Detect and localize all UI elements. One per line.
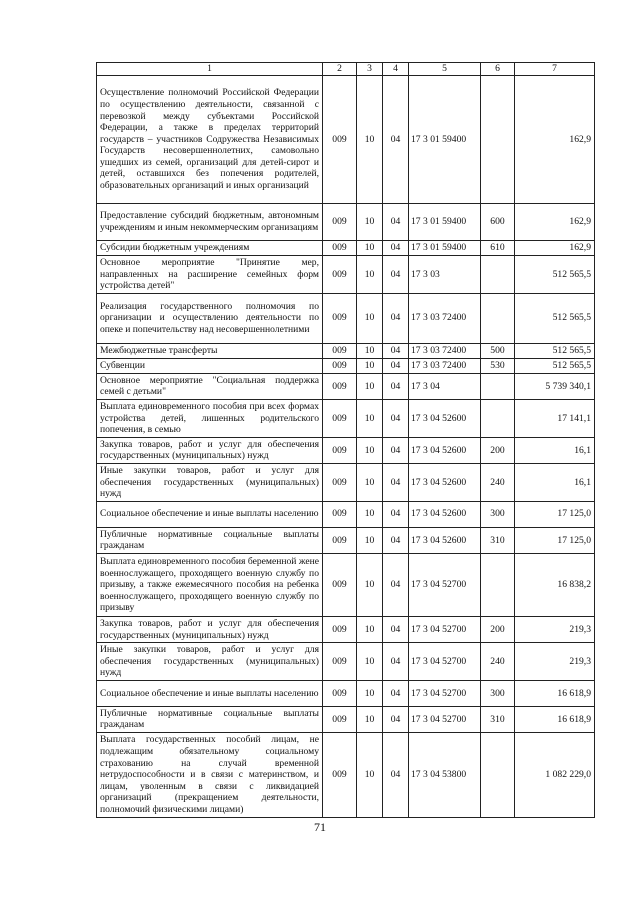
table-row	[97, 463, 595, 501]
row-expense-type-cell: 200	[481, 437, 515, 463]
row-section-cell: 10	[357, 399, 383, 437]
row-target-code-cell: 17 3 03	[409, 256, 481, 294]
row-target-code-cell: 17 3 01 59400	[409, 204, 481, 241]
row-name-cell: Осуществление полномочий Российской Федерации по осуществлению деятельности, связанной с перевозкой между субъектами Российской Федерации, а также в пределах территорий государств – участников Содружества Независимых Государств несовершеннолетних, самовольно ушедших из семей, организаций для детей-сирот и детей, оставшихся без попечения родителей, образовательных организаций и иных организаций	[97, 76, 323, 204]
row-expense-type-cell	[481, 399, 515, 437]
row-target-code-cell: 17 3 04 52600	[409, 399, 481, 437]
row-target-code-cell: 17 3 04 52700	[409, 706, 481, 732]
row-section-cell: 10	[357, 437, 383, 463]
row-amount-cell: 16,1	[515, 437, 595, 463]
row-subsection-cell: 04	[383, 437, 409, 463]
row-name-cell: Социальное обеспечение и иные выплаты населению	[97, 501, 323, 527]
row-target-code-cell: 17 3 04 52700	[409, 553, 481, 616]
row-section-cell: 10	[357, 706, 383, 732]
row-target-code-cell: 17 3 04 52600	[409, 437, 481, 463]
table-row	[97, 293, 595, 343]
row-subsection-cell: 04	[383, 733, 409, 818]
row-expense-type-cell: 300	[481, 680, 515, 706]
row-subsection-cell: 04	[383, 241, 409, 256]
row-expense-type-cell: 240	[481, 643, 515, 681]
table-row	[97, 616, 595, 642]
row-subsection-cell: 04	[383, 463, 409, 501]
row-target-code-cell: 17 3 04 52700	[409, 680, 481, 706]
header-cell-col4: 4	[383, 63, 409, 76]
row-grbs-cell: 009	[323, 501, 357, 527]
row-name-cell: Выплата единовременного пособия беременной жене военнослужащего, проходящего военную службу по призыву, а также ежемесячного пособия на ребенка военнослужащего, проходящего военную службу по призыву	[97, 553, 323, 616]
row-section-cell: 10	[357, 76, 383, 204]
row-section-cell: 10	[357, 501, 383, 527]
row-expense-type-cell	[481, 553, 515, 616]
row-section-cell: 10	[357, 358, 383, 373]
table-row	[97, 680, 595, 706]
row-grbs-cell: 009	[323, 706, 357, 732]
row-grbs-cell: 009	[323, 76, 357, 204]
row-target-code-cell: 17 3 04 52600	[409, 463, 481, 501]
table-row	[97, 437, 595, 463]
row-grbs-cell: 009	[323, 343, 357, 358]
row-amount-cell: 16 618,9	[515, 706, 595, 732]
table-row	[97, 706, 595, 732]
row-name-cell: Субвенции	[97, 358, 323, 373]
row-section-cell: 10	[357, 527, 383, 553]
row-expense-type-cell: 300	[481, 501, 515, 527]
row-name-cell: Основное мероприятие "Социальная поддержка семей с детьми"	[97, 373, 323, 399]
row-amount-cell: 1 082 229,0	[515, 733, 595, 818]
row-section-cell: 10	[357, 733, 383, 818]
row-subsection-cell: 04	[383, 527, 409, 553]
table-row	[97, 399, 595, 437]
table-row	[97, 527, 595, 553]
row-expense-type-cell: 600	[481, 204, 515, 241]
row-subsection-cell: 04	[383, 616, 409, 642]
row-expense-type-cell: 530	[481, 358, 515, 373]
table-header-row	[97, 63, 595, 76]
row-subsection-cell: 04	[383, 553, 409, 616]
row-section-cell: 10	[357, 463, 383, 501]
row-amount-cell: 17 125,0	[515, 527, 595, 553]
row-amount-cell: 17 141,1	[515, 399, 595, 437]
row-subsection-cell: 04	[383, 204, 409, 241]
row-expense-type-cell	[481, 733, 515, 818]
row-grbs-cell: 009	[323, 241, 357, 256]
row-name-cell: Выплата единовременного пособия при всех формах устройства детей, лишенных родительского попечения, в семью	[97, 399, 323, 437]
table-row	[97, 643, 595, 681]
row-subsection-cell: 04	[383, 358, 409, 373]
row-amount-cell: 162,9	[515, 241, 595, 256]
row-subsection-cell: 04	[383, 643, 409, 681]
row-amount-cell: 512 565,5	[515, 343, 595, 358]
row-target-code-cell: 17 3 04 52600	[409, 527, 481, 553]
row-section-cell: 10	[357, 293, 383, 343]
row-amount-cell: 512 565,5	[515, 293, 595, 343]
row-subsection-cell: 04	[383, 399, 409, 437]
row-name-cell: Закупка товаров, работ и услуг для обеспечения государственных (муниципальных) нужд	[97, 616, 323, 642]
table-row	[97, 76, 595, 204]
row-grbs-cell: 009	[323, 373, 357, 399]
row-grbs-cell: 009	[323, 399, 357, 437]
row-amount-cell: 162,9	[515, 204, 595, 241]
table-row	[97, 501, 595, 527]
row-target-code-cell: 17 3 01 59400	[409, 76, 481, 204]
row-name-cell: Реализация государственного полномочия по организации и осуществлению деятельности по опеке и попечительству над несовершеннолетними	[97, 293, 323, 343]
row-expense-type-cell	[481, 256, 515, 294]
row-amount-cell: 5 739 340,1	[515, 373, 595, 399]
row-amount-cell: 162,9	[515, 76, 595, 204]
row-name-cell: Выплата государственных пособий лицам, не подлежащим обязательному социальному страхованию на случай временной нетрудоспособности и в связи с материнством, и лицам, уволенным в связи с ликвидацией организаций (прекращением деятельности, полномочий физическими лицами)	[97, 733, 323, 818]
row-target-code-cell: 17 3 03 72400	[409, 358, 481, 373]
row-expense-type-cell: 240	[481, 463, 515, 501]
row-amount-cell: 17 125,0	[515, 501, 595, 527]
row-amount-cell: 219,3	[515, 643, 595, 681]
row-grbs-cell: 009	[323, 293, 357, 343]
table-row	[97, 343, 595, 358]
row-target-code-cell: 17 3 01 59400	[409, 241, 481, 256]
table-row	[97, 553, 595, 616]
row-name-cell: Социальное обеспечение и иные выплаты населению	[97, 680, 323, 706]
row-section-cell: 10	[357, 373, 383, 399]
row-grbs-cell: 009	[323, 256, 357, 294]
row-expense-type-cell: 310	[481, 706, 515, 732]
row-target-code-cell: 17 3 03 72400	[409, 293, 481, 343]
header-cell-col2: 2	[323, 63, 357, 76]
table-row	[97, 358, 595, 373]
header-cell-col5: 5	[409, 63, 481, 76]
row-amount-cell: 219,3	[515, 616, 595, 642]
row-subsection-cell: 04	[383, 706, 409, 732]
row-grbs-cell: 009	[323, 680, 357, 706]
row-grbs-cell: 009	[323, 643, 357, 681]
row-target-code-cell: 17 3 04 52600	[409, 501, 481, 527]
row-section-cell: 10	[357, 343, 383, 358]
row-grbs-cell: 009	[323, 358, 357, 373]
row-grbs-cell: 009	[323, 204, 357, 241]
row-expense-type-cell: 310	[481, 527, 515, 553]
table-row	[97, 204, 595, 241]
row-expense-type-cell	[481, 76, 515, 204]
row-subsection-cell: 04	[383, 373, 409, 399]
row-section-cell: 10	[357, 204, 383, 241]
row-amount-cell: 16 618,9	[515, 680, 595, 706]
row-target-code-cell: 17 3 04	[409, 373, 481, 399]
row-amount-cell: 16,1	[515, 463, 595, 501]
row-section-cell: 10	[357, 616, 383, 642]
budget-table	[96, 62, 595, 818]
row-expense-type-cell	[481, 373, 515, 399]
row-expense-type-cell: 610	[481, 241, 515, 256]
row-name-cell: Закупка товаров, работ и услуг для обеспечения государственных (муниципальных) нужд	[97, 437, 323, 463]
row-grbs-cell: 009	[323, 553, 357, 616]
row-section-cell: 10	[357, 256, 383, 294]
table-body	[97, 63, 595, 818]
row-name-cell: Публичные нормативные социальные выплаты гражданам	[97, 527, 323, 553]
row-amount-cell: 512 565,5	[515, 358, 595, 373]
table-row	[97, 733, 595, 818]
row-section-cell: 10	[357, 643, 383, 681]
header-cell-col7: 7	[515, 63, 595, 76]
row-target-code-cell: 17 3 04 52700	[409, 616, 481, 642]
row-grbs-cell: 009	[323, 463, 357, 501]
row-name-cell: Межбюджетные трансферты	[97, 343, 323, 358]
row-expense-type-cell: 200	[481, 616, 515, 642]
row-subsection-cell: 04	[383, 680, 409, 706]
header-cell-col3: 3	[357, 63, 383, 76]
row-amount-cell: 512 565,5	[515, 256, 595, 294]
row-grbs-cell: 009	[323, 733, 357, 818]
row-section-cell: 10	[357, 553, 383, 616]
row-name-cell: Иные закупки товаров, работ и услуг для обеспечения государственных (муниципальных) нужд	[97, 463, 323, 501]
table-row	[97, 241, 595, 256]
page-number: 71	[314, 820, 326, 834]
row-grbs-cell: 009	[323, 527, 357, 553]
row-name-cell: Иные закупки товаров, работ и услуг для обеспечения государственных (муниципальных) нужд	[97, 643, 323, 681]
row-section-cell: 10	[357, 241, 383, 256]
row-name-cell: Публичные нормативные социальные выплаты гражданам	[97, 706, 323, 732]
row-target-code-cell: 17 3 03 72400	[409, 343, 481, 358]
row-grbs-cell: 009	[323, 437, 357, 463]
row-amount-cell: 16 838,2	[515, 553, 595, 616]
row-expense-type-cell: 500	[481, 343, 515, 358]
row-subsection-cell: 04	[383, 343, 409, 358]
table-row	[97, 373, 595, 399]
row-section-cell: 10	[357, 680, 383, 706]
header-cell-col6: 6	[481, 63, 515, 76]
row-subsection-cell: 04	[383, 76, 409, 204]
row-subsection-cell: 04	[383, 256, 409, 294]
row-name-cell: Предоставление субсидий бюджетным, автономным учреждениям и иным некоммерческим организациям	[97, 204, 323, 241]
row-expense-type-cell	[481, 293, 515, 343]
row-name-cell: Субсидии бюджетным учреждениям	[97, 241, 323, 256]
row-grbs-cell: 009	[323, 616, 357, 642]
row-name-cell: Основное мероприятие "Принятие мер, направленных на расширение семейных форм устройства детей"	[97, 256, 323, 294]
row-subsection-cell: 04	[383, 293, 409, 343]
row-target-code-cell: 17 3 04 53800	[409, 733, 481, 818]
row-subsection-cell: 04	[383, 501, 409, 527]
table-row	[97, 256, 595, 294]
header-cell-col1: 1	[97, 63, 323, 76]
row-target-code-cell: 17 3 04 52700	[409, 643, 481, 681]
